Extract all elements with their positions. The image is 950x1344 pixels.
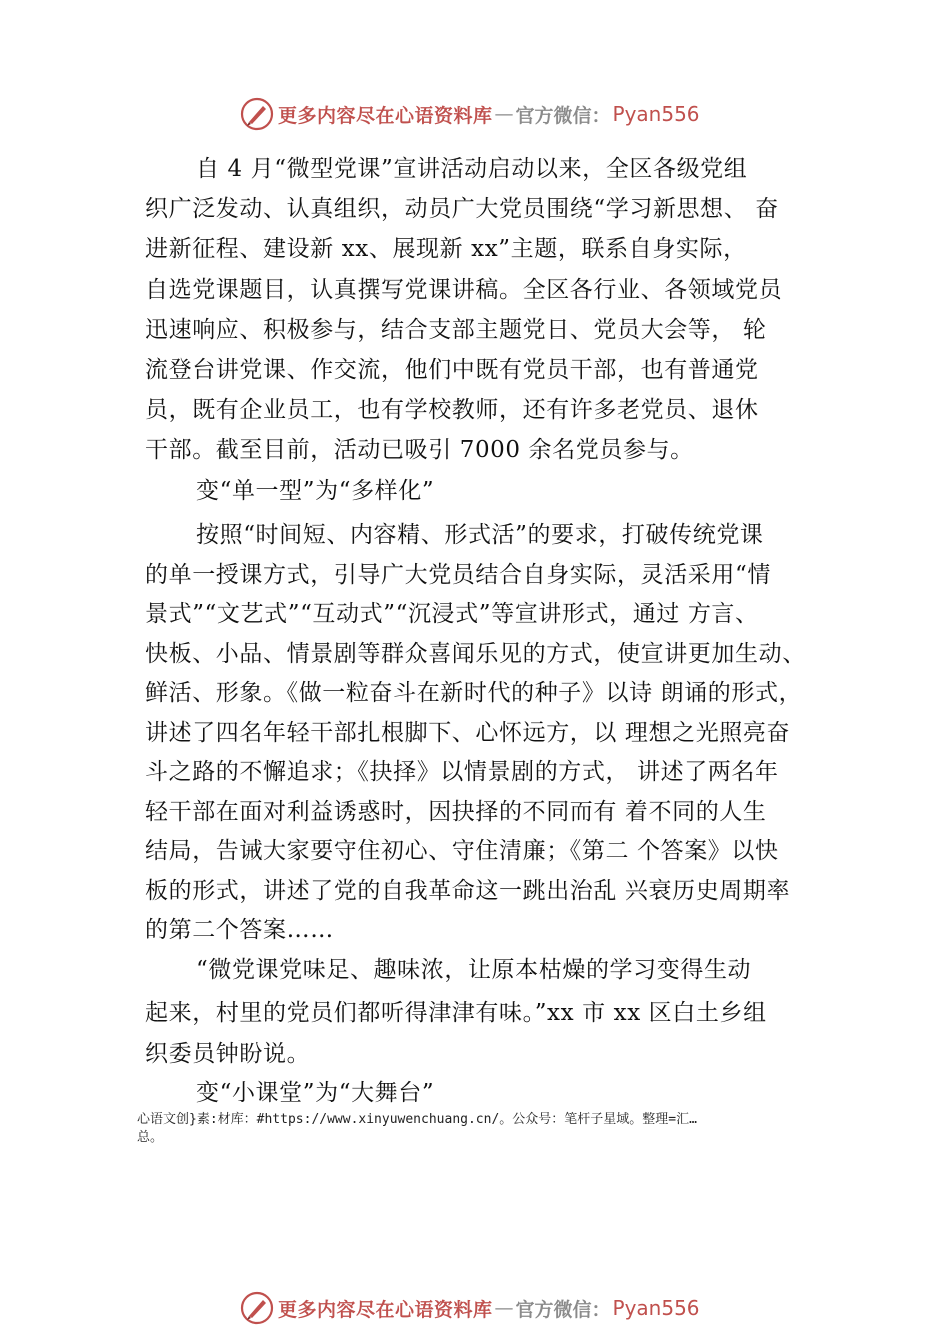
- header-banner: [240, 97, 700, 131]
- banner-slogan: 更多内容尽在心语资料库: [278, 104, 493, 127]
- paragraph-line: 的单一授课方式，引导广大党员结合自身实际，灵活采用“情: [145, 562, 771, 588]
- paragraph-line: 进新征程、建设新 xx、展现新 xx”主题，联系自身实际，: [145, 236, 747, 262]
- quote-line: 起来，村里的党员们都听得津津有味。”xx 市 xx 区白土乡组: [145, 1000, 767, 1026]
- paragraph-line: 板的形式，讲述了党的自我革命这一跳出治乱 兴衰历史周期率: [145, 878, 791, 904]
- source-note-line: 总。: [137, 1130, 164, 1145]
- quote-line: “微党课党味足、趣味浓，让原本枯燥的学习变得生动: [196, 957, 752, 983]
- paragraph-line: 鲜活、形象。《做一粒奋斗在新时代的种子》以诗 朗诵的形式，: [145, 680, 803, 706]
- paragraph-line: 快板、小品、情景剧等群众喜闻乐见的方式，使宣讲更加生动、: [145, 641, 806, 667]
- wechat-label: 官方微信：: [515, 104, 611, 127]
- wechat-id: Pyan556: [612, 1296, 700, 1320]
- banner-separator: —: [494, 1297, 514, 1319]
- paragraph-line: 结局，告诫大家要守住初心、守住清廉；《第二 个答案》以快: [145, 838, 779, 864]
- paragraph-line: 迅速响应、积极参与，结合支部主题党日、党员大会等， 轮: [145, 317, 767, 343]
- paragraph-line: 讲述了四名年轻干部扎根脚下、心怀远方，以 理想之光照亮奋: [145, 720, 791, 746]
- banner-slogan: 更多内容尽在心语资料库: [278, 1298, 493, 1321]
- paragraph-line: 自选党课题目，认真撰写党课讲稿。全区各行业、各领域党员: [145, 277, 783, 303]
- quill-pen-logo-icon: [240, 97, 274, 131]
- section-heading: 变“小课堂”为“大舞台”: [196, 1080, 435, 1106]
- section-heading: 变“单一型”为“多样化”: [196, 478, 435, 504]
- footer-banner: [240, 1291, 700, 1325]
- wechat-label: 官方微信：: [515, 1298, 611, 1321]
- quote-line: 织委员钟盼说。: [145, 1041, 311, 1067]
- paragraph-line: 的第二个答案……: [145, 917, 334, 943]
- quill-pen-logo-icon: [240, 1291, 274, 1325]
- paragraph-line: 轻干部在面对利益诱惑时，因抉择的不同而有 着不同的人生: [145, 799, 767, 825]
- paragraph-line: 流登台讲党课、作交流，他们中既有党员干部，也有普通党: [145, 357, 759, 383]
- wechat-id: Pyan556: [612, 102, 700, 126]
- paragraph-line: 织广泛发动、认真组织，动员广大党员围绕“学习新思想、 奋: [145, 196, 779, 222]
- paragraph-line: 员，既有企业员工，也有学校教师，还有许多老党员、退休: [145, 397, 759, 423]
- paragraph-line: 景式”“文艺式”“互动式”“沉浸式”等宣讲形式，通过 方言、: [145, 601, 759, 627]
- paragraph-line: 按照“时间短、内容精、形式活”的要求，打破传统党课: [196, 522, 764, 548]
- paragraph-line: 斗之路的不懈追求；《抉择》以情景剧的方式， 讲述了两名年: [145, 759, 779, 785]
- paragraph-line: 干部。截至目前，活动已吸引 7000 余名党员参与。: [145, 437, 694, 463]
- banner-separator: —: [494, 103, 514, 125]
- source-note-line: 心语文创}素:材库：#https://www.xinyuwenchuang.cn/。公众号：笔杆子星域。整理=汇…: [137, 1112, 697, 1127]
- paragraph-line: 自 4 月“微型党课”宣讲活动启动以来，全区各级党组: [196, 156, 748, 182]
